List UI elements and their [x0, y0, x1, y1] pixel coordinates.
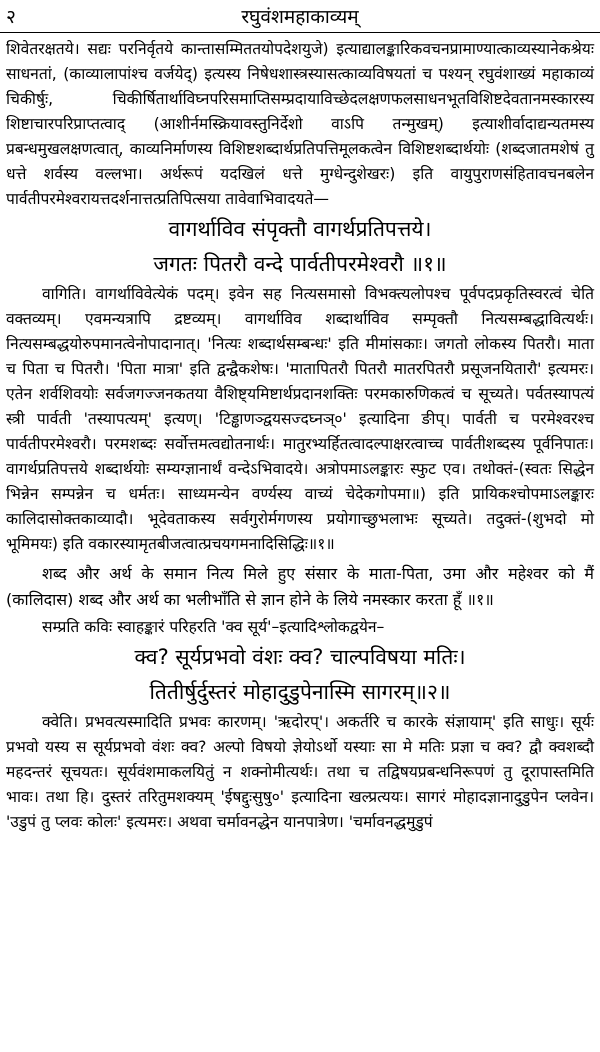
verse-2-introduction: सम्प्रति कविः स्वाहङ्कारं परिहरति 'क्व सूर्य'–इत्यादिश्लोकद्वयेन–: [42, 618, 385, 636]
verse-1-line-2: जगतः पितरौ वन्दे पार्वतीपरमेश्वरौ ॥१॥: [153, 252, 447, 276]
commentary-paragraph-2: वागिति। वागर्थाविवेत्येकं पदम्। इवेन सह नित्यसमासो विभक्त्यलोपश्च पूर्वपदप्रकृतिस्वरत्वं चेति वक्तव्यम्। एवमन्यत्रापि द्रष्टव्यम्। वागर्थाविव शब्दार्थाविव सम्पृक्तौ नित्यसम्बद्धावित्यर्थः। नित्यसम्बद्धयोरुपमानत्वेनोपादानात्। 'नित्यः शब्दार्थसम्बन्धः' इति मीमांसकाः। जगतो लोकस्य पितरौ। माता च पिता च पितरौ। 'पिता मात्रा' इति द्वन्द्वैकशेषः। 'मातापितरौ पितरौ मातरपितरौ प्रसूजनयितारौ' इत्यमरः। एतेन शर्वशिवयोः सर्वजगज्जनकतया वैशिष्ट्यमिष्टार्थप्रदानशक्तिः परमकारुणिकत्वं च सूच्यते। पर्वतस्यापत्यं स्त्री पार्वती 'तस्यापत्यम्' इत्यण्। 'टिड्ढाणञ्द्वयसज्दघ्नञ्०' इत्यादिना ङीप्। पार्वती च परमेश्वरश्च पार्वतीपरमेश्वरौ। परमशब्दः सर्वोत्तमत्वद्योतनार्थः। मातुरभ्यर्हितत्वादल्पाक्षरत्वाच्च पार्वतीशब्दस्य पूर्वनिपातः। वागर्थप्रतिपत्तये शब्दार्थयोः सम्यग्ज्ञानार्थं वन्देऽभिवादये। अत्रोपमाऽलङ्कारः स्फुट एव। तथोक्तं-(स्वतः सिद्धेन भिन्नेन सम्पन्नेन च धर्मतः। साध्यमन्येन वर्ण्यस्य वाच्यं चेदेकगोपमा॥) इति प्रायिकश्चोपमाऽलङ्कारः कालिदासोक्तकाव्यादौ। भूदेवताकस्य सर्वगुरोर्मगणस्य प्रयोगाच्छुभलाभः सूच्यते। तदुक्तं-(शुभदो मो भूमिमयः) इति वकारस्यामृतबीजत्वात्प्रचयगमनादिसिद्धिः॥१॥: [6, 285, 594, 553]
commentary-paragraph-1: शिवेतरक्षतये। सद्यः परनिर्वृतये कान्तासम्मिततयोपदेशयुजे) इत्याद्यालङ्कारिकवचनप्रामाण्यात्काव्यस्यानेकश्रेयः साधनतां, (काव्यालापांश्च वर्जयेद्) इत्यस्य निषेधशास्त्रस्यासत्काव्यविषयतां च पश्यन् रघुवंशाख्यं महाकाव्यं चिकीर्षुः, चिकीर्षितार्थाविघ्नपरिसमाप्तिसम्प्रदायाविच्छेदलक्षणफलसाधनभूतविशिष्टदेवतानमस्कारस्य शिष्टाचारपरिप्राप्तत्वाद् (आशीर्नमस्क्रियावस्तुनिर्देशो वाऽपि तन्मुखम्) इत्याशीर्वादाद्यन्यतमस्य प्रबन्धमुखलक्षणत्वात्, काव्यनिर्माणस्य विशिष्टशब्दार्थप्रतिपत्तिमूलकत्वेन विशिष्टशब्दार्थयोः (शब्दजातमशेषं तु धत्ते शर्वस्य वल्लभा। अर्थरूपं यदखिलं धत्ते मुग्धेन्दुशेखरः) इति वायुपुराणसंहितावचनबलेन पार्वतीपरमेश्वरायत्तदर्शनात्तत्प्रतिपित्सया तावेवाभिवादयते—: [6, 40, 594, 208]
page-number: २: [6, 6, 16, 28]
verse-1-line-1: वागर्थाविव संपृक्तौ वागर्थप्रतिपत्तये।: [168, 217, 432, 241]
hindi-translation: शब्द और अर्थ के समान नित्य मिले हुए संसार के माता-पिता, उमा और महेश्वर को मैं (कालिदास) शब्द और अर्थ का भलीभाँति से ज्ञान होने के लिये नमस्कार करता हूँ ॥१॥: [6, 564, 594, 609]
verse-2: [6, 640, 594, 710]
verse-2-line-2: तितीर्षुर्दुस्तरं मोहादुडुपेनास्मि सागरम्॥२॥: [149, 680, 451, 704]
verse-2-line-1: क्व? सूर्यप्रभवो वंशः क्व? चाल्पविषया मतिः।: [134, 645, 466, 669]
commentary-paragraph-3: क्वेति। प्रभवत्यस्मादिति प्रभवः कारणम्। 'ऋदोरप्'। अकर्तरि च कारके संज्ञायाम्' इति साधुः। सूर्यः प्रभवो यस्य स सूर्यप्रभवो वंशः क्व? अल्पो विषयो ज्ञेयोऽर्थो यस्याः सा मे मतिः प्रज्ञा च क्व? द्वौ क्वशब्दौ महदन्तरं सूचयतः। सूर्यवंशमाकलयितुं न शक्नोमीत्यर्थः। तथा च तद्विषयप्रबन्धनिरूपणं तु दूरापास्तमिति भावः। तथा हि। दुस्तरं तरितुमशक्यम् 'ईषद्दुःसुषु०' इत्यादिना खल्प्रत्ययः। सागरं मोहादज्ञानादुडुपेन प्लवेन। 'उडुपं तु प्लवः कोलः' इत्यमरः। अथवा चर्मावनद्धेन यानपात्रेण। 'चर्मावनद्धमुडुपं: [6, 713, 594, 831]
running-title: रघुवंशमहाकाव्यम्: [241, 6, 359, 28]
page-body: [6, 37, 594, 835]
verse-1: [6, 212, 594, 282]
page-header: [0, 0, 600, 33]
